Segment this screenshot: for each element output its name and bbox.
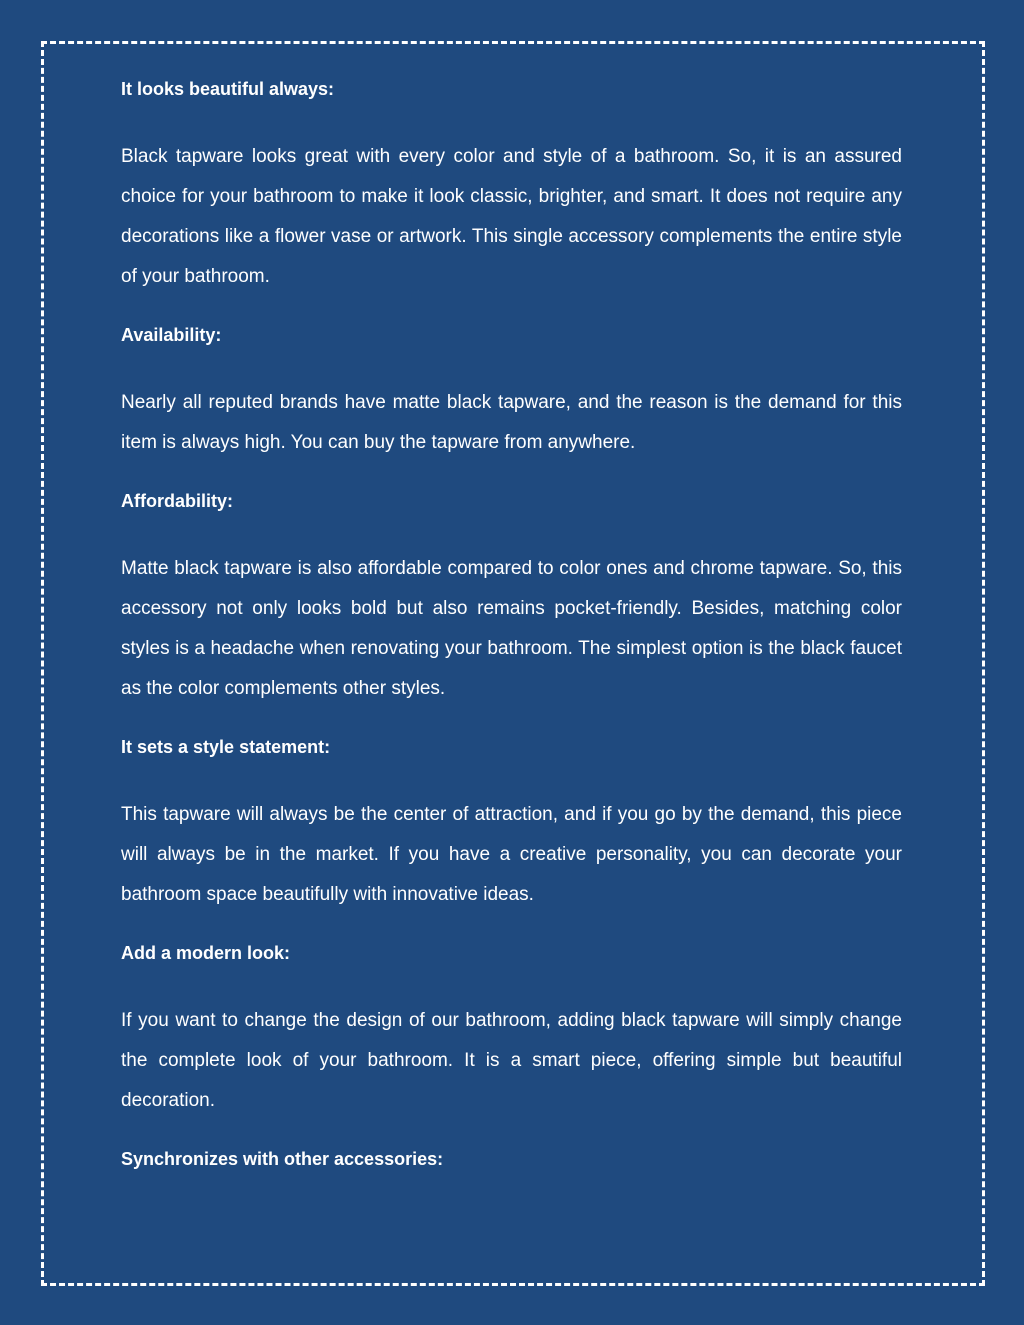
section-heading: Affordability: <box>121 491 233 511</box>
section-paragraph: If you want to change the design of our bathroom, adding black tapware will simply change the complete look of your bathroom. It is a smart piece, offering simple but beautiful decoration. <box>121 1010 902 1111</box>
section-paragraph: Matte black tapware is also affordable compared to color ones and chrome tapware. So, this accessory not only looks bold but also remains pocket-friendly. Besides, matching color styles is a headache when renovating your bathroom. The simplest option is the black faucet as the color complements other styles. <box>121 558 902 699</box>
section-heading: Synchronizes with other accessories: <box>121 1149 444 1169</box>
section-paragraph: Nearly all reputed brands have matte black tapware, and the reason is the demand for this item is always high. You can buy the tapware from anywhere. <box>121 392 902 453</box>
section-looks-beautiful <box>121 74 902 297</box>
section-paragraph: Black tapware looks great with every color and style of a bathroom. So, it is an assured choice for your bathroom to make it look classic, brighter, and smart. It does not require any decorations like a flower vase or artwork. This single accessory complements the entire style of your bathroom. <box>121 146 902 287</box>
section-affordability <box>121 486 902 709</box>
section-paragraph: This tapware will always be the center of attraction, and if you go by the demand, this piece will always be in the market. If you have a creative personality, you can decorate your bathroom space beautifully with innovative ideas. <box>121 804 902 905</box>
section-heading: It looks beautiful always: <box>121 79 335 99</box>
section-availability <box>121 320 902 463</box>
document-content <box>121 74 902 1207</box>
section-heading: Add a modern look: <box>121 943 291 963</box>
section-heading: Availability: <box>121 325 222 345</box>
section-heading: It sets a style statement: <box>121 737 331 757</box>
section-synchronizes <box>121 1144 902 1174</box>
section-style-statement <box>121 732 902 915</box>
section-modern-look <box>121 938 902 1121</box>
